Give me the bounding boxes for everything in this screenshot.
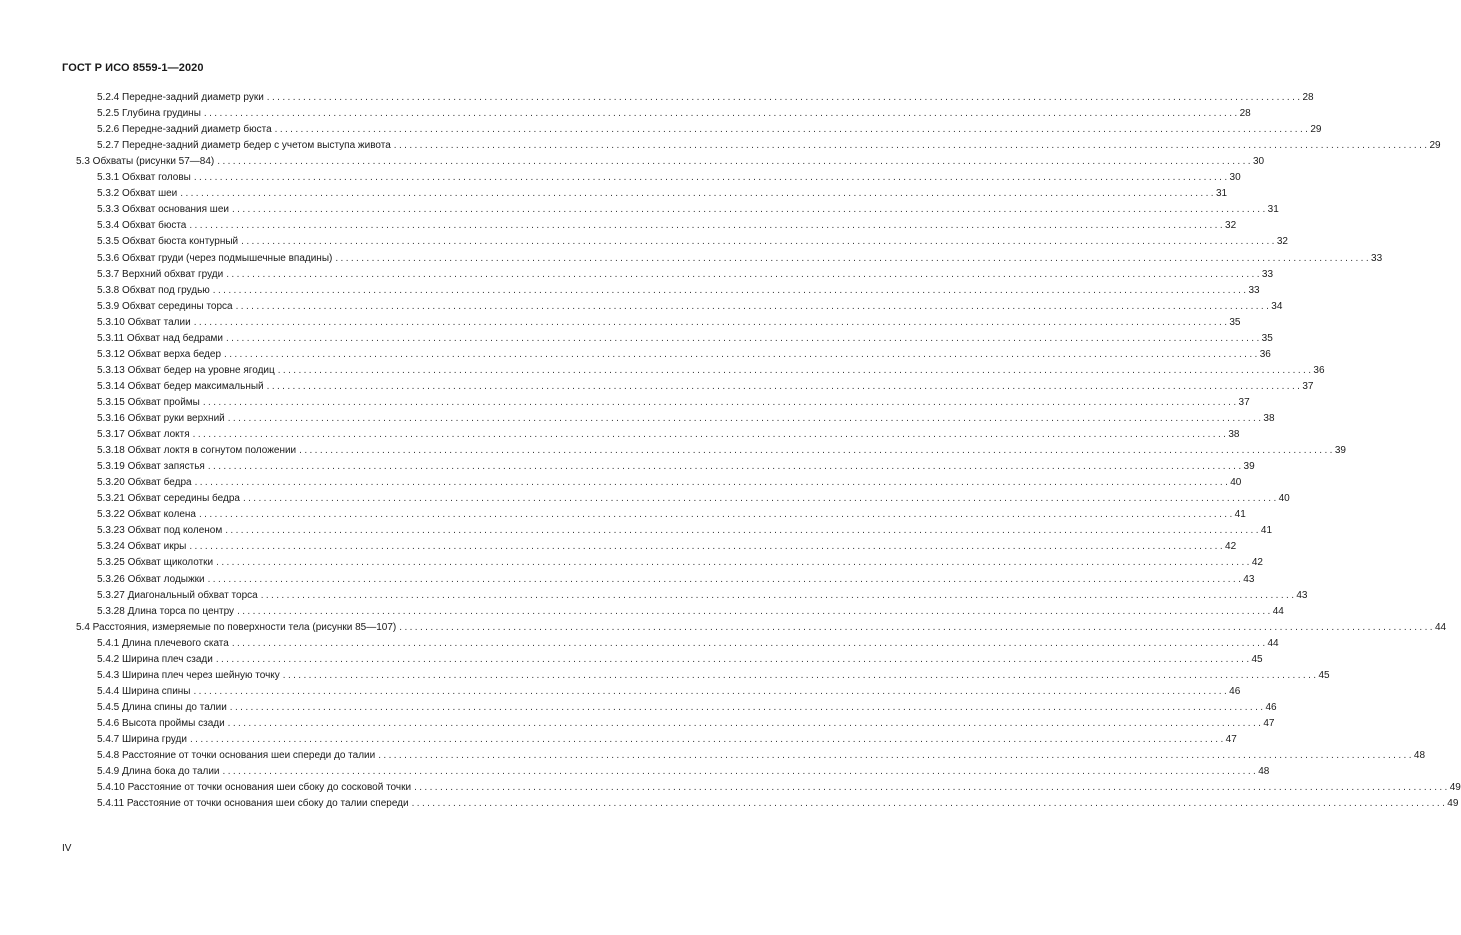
toc-leader-dots: ........................................................................................................................................................................................................ <box>207 573 1244 585</box>
toc-entry <box>0 588 1308 602</box>
toc-entry <box>0 636 1279 650</box>
toc-leader-dots: ........................................................................................................................................................................................................ <box>237 605 1273 617</box>
toc-entry-label: 5.3.19 Обхват запястья <box>97 461 205 473</box>
toc-entry <box>0 106 1251 120</box>
toc-entry-page: 29 <box>1310 124 1322 136</box>
toc-entry-label: 5.4.10 Расстояние от точки основания шеи сбоку до сосковой точки <box>97 782 412 794</box>
toc-entry-page: 45 <box>1318 669 1330 681</box>
toc-entry <box>0 764 1270 778</box>
toc-entry <box>0 202 1279 216</box>
toc-entry-label: 5.4.6 Высота проймы сзади <box>97 717 225 729</box>
toc-entry-label: 5.3.14 Обхват бедер максимальный <box>97 380 264 392</box>
toc-leader-dots: ........................................................................................................................................................................................................ <box>242 493 1279 505</box>
toc-entry-page: 44 <box>1267 637 1279 649</box>
toc-entry <box>0 122 1322 136</box>
toc-entry-page: 41 <box>1260 525 1273 537</box>
toc-entry-label: 5.3.22 Обхват колена <box>97 509 196 521</box>
toc-leader-dots: ........................................................................................................................................................................................................ <box>411 798 1448 810</box>
toc-leader-dots: ........................................................................................................................................................................................................ <box>222 766 1259 778</box>
toc-entry-label: 5.3.18 Обхват локтя в согнутом положении <box>97 445 297 457</box>
toc-leader-dots: ........................................................................................................................................................................................................ <box>231 204 1268 216</box>
toc-leader-dots: ........................................................................................................................................................................................................ <box>203 108 1240 120</box>
toc-entry-page: 28 <box>1239 108 1251 120</box>
toc-leader-dots: ........................................................................................................................................................................................................ <box>282 669 1319 681</box>
toc-entry <box>0 218 1237 232</box>
toc-leader-dots: ........................................................................................................................................................................................................ <box>215 653 1252 665</box>
toc-entry <box>0 363 1325 377</box>
toc-leader-dots: ........................................................................................................................................................................................................ <box>226 332 1262 344</box>
toc-entry <box>0 491 1290 505</box>
toc-entry-page: 36 <box>1313 364 1325 376</box>
toc-entry-label: 5.3.20 Обхват бедра <box>97 477 192 489</box>
toc-entry <box>0 475 1242 489</box>
toc-entry-label: 5.3.6 Обхват груди (через подмышечные впадины) <box>97 252 333 264</box>
toc-leader-dots: ........................................................................................................................................................................................................ <box>207 461 1244 473</box>
toc-leader-dots: ........................................................................................................................................................................................................ <box>227 717 1264 729</box>
toc-entry-page: 32 <box>1276 236 1288 248</box>
toc-leader-dots: ........................................................................................................................................................................................................ <box>194 477 1231 489</box>
toc-entry <box>0 748 1426 762</box>
toc-entry <box>0 796 1459 810</box>
toc-leader-dots: ........................................................................................................................................................................................................ <box>193 316 1230 328</box>
toc-entry <box>0 572 1255 586</box>
toc-entry-label: 5.4.7 Ширина груди <box>97 734 187 745</box>
toc-entry-label: 5.3.13 Обхват бедер на уровне ягодиц <box>97 364 275 376</box>
toc-leader-dots: ........................................................................................................................................................................................................ <box>227 413 1264 424</box>
toc-entry-label: 5.3.11 Обхват над бедрами <box>97 332 223 344</box>
toc-entry-label: 5.3.27 Диагональный обхват торса <box>97 589 258 601</box>
toc-entry-page: 33 <box>1261 268 1274 280</box>
toc-leader-dots: ........................................................................................................................................................................................................ <box>277 364 1314 376</box>
toc-entry <box>0 283 1260 297</box>
toc-entry-page: 39 <box>1334 445 1346 457</box>
toc-entry-page: 35 <box>1261 332 1273 344</box>
toc-entry <box>0 620 1447 634</box>
toc-entry <box>0 523 1273 537</box>
toc-entry-page: 33 <box>1248 284 1260 296</box>
toc-entry-page: 37 <box>1238 396 1250 408</box>
toc-entry-label: 5.3.4 Обхват бюста <box>97 220 187 232</box>
toc-entry-label: 5.2.6 Передне-задний диаметр бюста <box>97 124 272 136</box>
toc-entry-page: 43 <box>1243 573 1255 585</box>
toc-entry-label: 5.4 Расстояния, измеряемые по поверхности тела (рисунки 85—107) <box>76 621 397 633</box>
toc-entry-label: 5.2.7 Передне-задний диаметр бедер с учетом выступа живота <box>97 140 391 152</box>
toc-entry-label: 5.3.17 Обхват локтя <box>97 429 190 441</box>
toc-leader-dots: ........................................................................................................................................................................................................ <box>189 734 1226 745</box>
toc-entry-page: 30 <box>1252 156 1265 168</box>
toc-entry-label: 5.3.3 Обхват основания шеи <box>97 204 229 216</box>
toc-entry-label: 5.3.28 Длина торса по центру <box>97 605 235 617</box>
toc-entry-page: 31 <box>1215 188 1228 200</box>
toc-entry-label: 5.4.9 Длина бока до талии <box>97 766 220 778</box>
toc-leader-dots: ........................................................................................................................................................................................................ <box>266 92 1303 103</box>
toc-entry <box>0 507 1246 521</box>
toc-entry-page: 48 <box>1258 766 1270 778</box>
toc-entry-page: 49 <box>1449 782 1461 794</box>
toc-entry <box>0 427 1240 441</box>
toc-leader-dots: ........................................................................................................................................................................................................ <box>399 621 1435 633</box>
toc-leader-dots: ........................................................................................................................................................................................................ <box>189 541 1226 553</box>
toc-entry-page: 42 <box>1225 541 1237 553</box>
toc-entry <box>0 652 1263 666</box>
toc-entry-page: 32 <box>1225 220 1237 232</box>
toc-leader-dots: ........................................................................................................................................................................................................ <box>378 750 1414 762</box>
toc-entry <box>0 668 1330 682</box>
toc-leader-dots: ........................................................................................................................................................................................................ <box>202 396 1239 408</box>
toc-entry <box>0 780 1461 794</box>
toc-leader-dots: ........................................................................................................................................................................................................ <box>225 525 1261 537</box>
toc-leader-dots: ........................................................................................................................................................................................................ <box>274 124 1311 136</box>
toc-entry-label: 5.3 Обхваты (рисунки 57—84) <box>76 156 215 168</box>
toc-entry-label: 5.3.2 Обхват шеи <box>97 188 178 200</box>
toc-leader-dots: ........................................................................................................................................................................................................ <box>224 348 1260 360</box>
toc-entry-page: 47 <box>1263 717 1275 729</box>
toc-entry-page: 39 <box>1243 461 1255 473</box>
toc-entry-label: 5.3.9 Обхват середины торса <box>97 300 233 312</box>
toc-entry-label: 5.2.4 Передне-задний диаметр руки <box>97 92 264 103</box>
toc-entry-label: 5.4.3 Ширина плеч через шейную точку <box>97 669 280 681</box>
toc-entry-page: 42 <box>1251 557 1263 569</box>
toc-entry-page: 34 <box>1271 300 1283 312</box>
toc-leader-dots: ........................................................................................................................................................................................................ <box>335 252 1372 264</box>
toc-leader-dots: ........................................................................................................................................................................................................ <box>189 220 1226 232</box>
toc-leader-dots: ........................................................................................................................................................................................................ <box>212 284 1249 296</box>
toc-leader-dots: ........................................................................................................................................................................................................ <box>217 156 1253 168</box>
toc-entry <box>0 186 1228 200</box>
toc-entry-page: 38 <box>1228 429 1240 441</box>
toc-entry <box>0 170 1241 184</box>
toc-leader-dots: ........................................................................................................................................................................................................ <box>260 589 1297 601</box>
toc-entry-page: 47 <box>1225 734 1237 745</box>
toc-entry <box>0 604 1284 618</box>
toc-entry-label: 5.3.12 Обхват верха бедер <box>97 348 222 360</box>
page-number: IV <box>62 843 72 854</box>
toc-leader-dots: ........................................................................................................................................................................................................ <box>231 637 1268 649</box>
toc-entry-label: 5.3.26 Обхват лодыжки <box>97 573 205 585</box>
toc-entry <box>0 459 1255 473</box>
toc-leader-dots: ........................................................................................................................................................................................................ <box>192 429 1229 441</box>
toc-entry-page: 31 <box>1267 204 1279 216</box>
toc-entry-label: 5.3.10 Обхват талии <box>97 316 191 328</box>
toc-entry-page: 45 <box>1251 653 1263 665</box>
toc-leader-dots: ........................................................................................................................................................................................................ <box>193 685 1230 697</box>
toc-entry-page: 36 <box>1259 348 1271 360</box>
toc-entry-page: 40 <box>1230 477 1242 489</box>
toc-entry-page: 44 <box>1272 605 1284 617</box>
toc-entry-label: 5.3.15 Обхват проймы <box>97 396 200 408</box>
toc-leader-dots: ........................................................................................................................................................................................................ <box>216 557 1252 569</box>
toc-leader-dots: ........................................................................................................................................................................................................ <box>193 172 1230 184</box>
toc-leader-dots: ........................................................................................................................................................................................................ <box>393 140 1430 152</box>
toc-entry-label: 5.3.8 Обхват под грудью <box>97 284 210 296</box>
toc-leader-dots: ........................................................................................................................................................................................................ <box>180 188 1216 200</box>
toc-entry-page: 30 <box>1229 172 1241 184</box>
toc-entry-page: 46 <box>1229 685 1241 697</box>
toc-entry-label: 5.2.5 Глубина грудины <box>97 108 201 120</box>
toc-leader-dots: ........................................................................................................................................................................................................ <box>198 509 1235 521</box>
toc-entry <box>0 267 1274 281</box>
toc-entry <box>0 443 1346 457</box>
toc-entry <box>0 684 1241 698</box>
toc-entry-label: 5.3.25 Обхват щиколотки <box>97 557 214 569</box>
toc-entry <box>0 539 1237 553</box>
document-header: ГОСТ Р ИСО 8559-1—2020 <box>62 62 204 74</box>
toc-entry-label: 5.3.7 Верхний обхват груди <box>97 268 224 280</box>
toc-entry-page: 33 <box>1371 252 1383 264</box>
toc-entry-page: 38 <box>1263 413 1275 424</box>
toc-entry <box>0 315 1241 329</box>
toc-entry-page: 41 <box>1234 509 1246 521</box>
toc-leader-dots: ........................................................................................................................................................................................................ <box>235 300 1272 312</box>
toc-entry-page: 44 <box>1434 621 1447 633</box>
toc-entry-label: 5.4.1 Длина плечевого ската <box>97 637 229 649</box>
toc-entry-page: 40 <box>1278 493 1290 505</box>
toc-entry <box>0 90 1314 104</box>
toc-leader-dots: ........................................................................................................................................................................................................ <box>266 380 1303 392</box>
toc-entry <box>0 299 1283 313</box>
toc-leader-dots: ........................................................................................................................................................................................................ <box>226 268 1262 280</box>
toc-entry <box>0 732 1237 746</box>
toc-entry-label: 5.4.11 Расстояние от точки основания шеи сбоку до талии спереди <box>97 798 409 810</box>
toc-entry <box>0 138 1441 152</box>
toc-entry-label: 5.4.4 Ширина спины <box>97 685 191 697</box>
toc-entry <box>0 700 1277 714</box>
toc-entry-page: 35 <box>1229 316 1241 328</box>
toc-entry <box>0 716 1275 730</box>
toc-entry-label: 5.3.5 Обхват бюста контурный <box>97 236 239 248</box>
toc-entry <box>0 251 1383 265</box>
toc-entry <box>0 154 1265 168</box>
toc-entry-label: 5.4.2 Ширина плеч сзади <box>97 653 213 665</box>
toc-entry-label: 5.4.8 Расстояние от точки основания шеи спереди до талии <box>97 750 376 762</box>
toc-entry <box>0 234 1288 248</box>
toc-leader-dots: ........................................................................................................................................................................................................ <box>229 701 1266 713</box>
toc-entry <box>0 379 1314 393</box>
toc-entry-page: 29 <box>1429 140 1441 152</box>
toc-entry <box>0 555 1263 569</box>
toc-leader-dots: ........................................................................................................................................................................................................ <box>299 445 1335 457</box>
toc-entry-label: 5.3.24 Обхват икры <box>97 541 187 553</box>
toc-entry-label: 5.4.5 Длина спины до талии <box>97 701 227 713</box>
toc-entry <box>0 347 1271 361</box>
toc-leader-dots: ........................................................................................................................................................................................................ <box>241 236 1277 248</box>
toc-entry-page: 49 <box>1447 798 1459 810</box>
toc-entry <box>0 395 1250 409</box>
toc-entry-label: 5.3.1 Обхват головы <box>97 172 191 184</box>
toc-leader-dots: ........................................................................................................................................................................................................ <box>414 782 1450 794</box>
toc-entry-page: 43 <box>1296 589 1308 601</box>
toc-entry-label: 5.3.23 Обхват под коленом <box>97 525 223 537</box>
toc-entry-page: 46 <box>1265 701 1277 713</box>
toc-entry <box>0 331 1273 345</box>
toc-entry-page: 37 <box>1302 380 1314 392</box>
toc-entry-page: 28 <box>1302 92 1314 103</box>
toc-entry <box>0 411 1275 425</box>
toc-entry-label: 5.3.16 Обхват руки верхний <box>97 413 225 424</box>
toc-entry-label: 5.3.21 Обхват середины бедра <box>97 493 240 505</box>
toc-entry-page: 48 <box>1413 750 1426 762</box>
